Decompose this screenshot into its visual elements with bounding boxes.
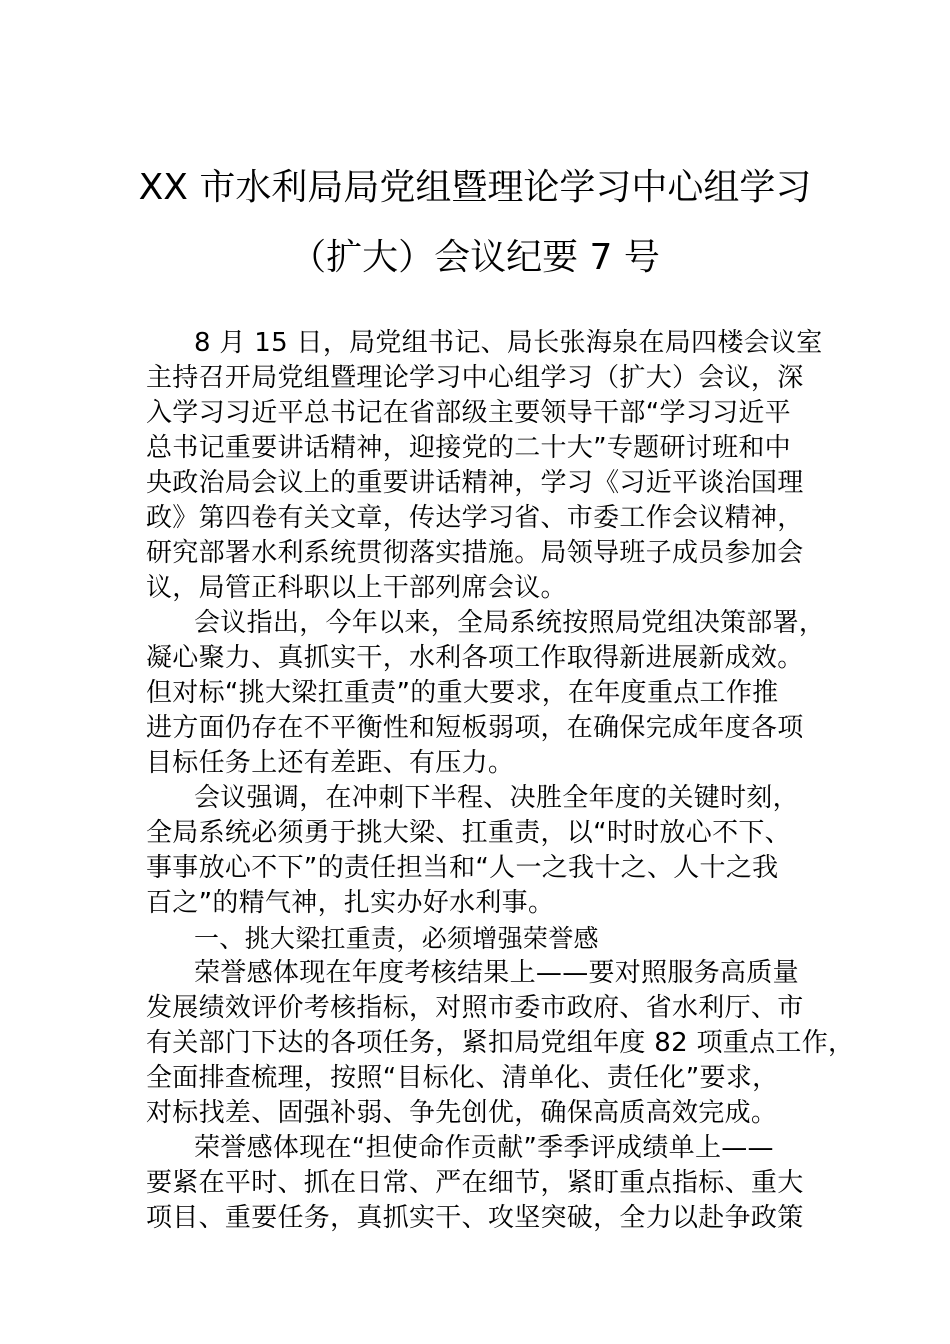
- paragraph-line: 总书记重要讲话精神，迎接党的二十大”专题研讨班和中: [146, 433, 791, 463]
- paragraph-line: 央政治局会议上的重要讲话精神，学习《习近平谈治国理: [146, 468, 804, 498]
- paragraph-line: 会议强调，在冲刺下半程、决胜全年度的关键时刻，: [194, 783, 799, 813]
- paragraph-line: 但对标“挑大梁扛重责”的重大要求，在年度重点工作推: [146, 678, 779, 708]
- paragraph-line: 8 月 15 日，局党组书记、局长张海泉在局四楼会议室: [194, 328, 823, 358]
- paragraph-line: 事事放心不下”的责任担当和“人一之我十之、人十之我: [146, 853, 779, 883]
- paragraph-line: 发展绩效评价考核指标，对照市委市政府、省水利厅、市: [146, 993, 804, 1023]
- paragraph-line: 荣誉感体现在“担使命作贡献”季季评成绩单上——: [194, 1133, 774, 1163]
- paragraph-line: 主持召开局党组暨理论学习中心组学习（扩大）会议，深: [146, 363, 804, 393]
- document-body: [146, 326, 855, 1236]
- paragraph-line: 全面排查梳理，按照“目标化、清单化、责任化”要求，: [146, 1063, 779, 1093]
- paragraph-line: 要紧在平时、抓在日常、严在细节，紧盯重点指标、重大: [146, 1168, 804, 1198]
- paragraph-line: 会议指出，今年以来，全局系统按照局党组决策部署，: [194, 608, 826, 638]
- paragraph-line: 研究部署水利系统贯彻落实措施。局领导班子成员参加会: [146, 538, 804, 568]
- paragraph-line: 进方面仍存在不平衡性和短板弱项，在确保完成年度各项: [146, 713, 804, 743]
- paragraph-line: 有关部门下达的各项任务，紧扣局党组年度 82 项重点工作，: [146, 1028, 855, 1058]
- paragraph-line: 百之”的精气神，扎实办好水利事。: [146, 888, 555, 918]
- paragraph-line: 对标找差、固强补弱、争先创优，确保高质高效完成。: [146, 1098, 778, 1128]
- document-title-line-2: （扩大）会议纪要 7 号: [290, 237, 660, 278]
- paragraph-line: 目标任务上还有差距、有压力。: [146, 748, 515, 778]
- paragraph-line: 项目、重要任务，真抓实干、攻坚突破，全力以赴争政策: [146, 1203, 804, 1233]
- paragraph-line: 入学习习近平总书记在省部级主要领导干部“学习习近平: [146, 398, 791, 428]
- paragraph-line: 政》第四卷有关文章，传达学习省、市委工作会议精神，: [146, 503, 804, 533]
- paragraph-line: 议，局管正科职以上干部列席会议。: [146, 573, 567, 603]
- document-title-line-1: XX 市水利局局党组暨理论学习中心组学习: [138, 167, 812, 208]
- paragraph-line: 全局系统必须勇于挑大梁、扛重责，以“时时放心不下、: [146, 818, 791, 848]
- paragraph-line: 凝心聚力、真抓实干，水利各项工作取得新进展新成效。: [146, 643, 804, 673]
- section-heading: 一、挑大梁扛重责，必须增强荣誉感: [194, 924, 599, 953]
- paragraph-line: 荣誉感体现在年度考核结果上——要对照服务高质量: [194, 958, 799, 988]
